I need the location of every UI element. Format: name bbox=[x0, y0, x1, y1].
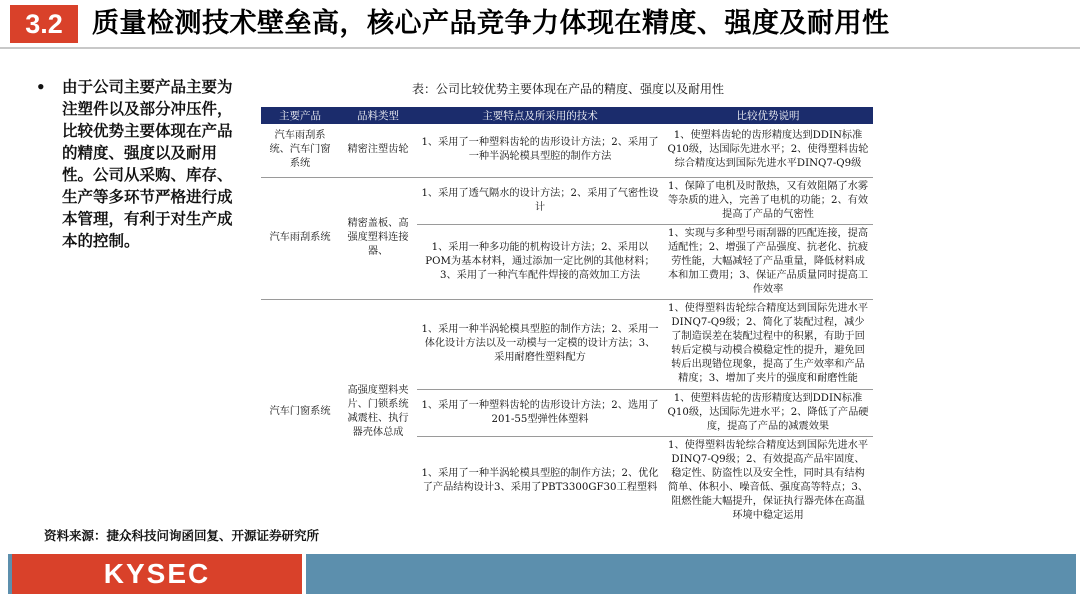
tech-cell: 1、采用一种多功能的机构设计方法；2、采用以POM为基本材料，通过添加一定比例的其他材料；3、采用了一种汽车配件焊接的高效加工方法 bbox=[417, 224, 663, 299]
header bbox=[0, 0, 1080, 50]
advantage-cell: 1、实现与多种型号雨刮器的匹配连接，提高适配性；2、增强了产品强度、抗老化、抗疲劳性能，大幅减轻了产品重量，降低材料成本和加工费用；3、保证产品质量同时提高工作效率 bbox=[663, 224, 873, 299]
advantage-cell: 1、使塑料齿轮的齿形精度达到DDIN标准Q10级，达国际先进水平；2、使得塑料齿轮综合精度达到国际先进水平DINQ7-Q9级 bbox=[663, 124, 873, 177]
kysec-logo: KYSEC bbox=[12, 554, 302, 594]
product-cell: 汽车雨刮系统 bbox=[261, 177, 339, 299]
advantage-cell: 1、使塑料齿轮的齿形精度达到DDIN标准Q10级，达国际先进水平；2、降低了产品硬度，提高了产品的减震效果 bbox=[663, 389, 873, 436]
table-header-cell: 主要产品 bbox=[261, 107, 339, 124]
advantage-cell: 1、使得塑料齿轮综合精度达到国际先进水平DINQ7-Q9级；2、有效提高产品牢固度、稳定性、防盗性以及安全性，同时具有结构简单、体积小、噪音低、强度高等特点；3、阻燃性能大幅提升，保证执行器壳体在高温环境中稳定运用 bbox=[667, 439, 869, 521]
table-header-cell: 比较优势说明 bbox=[663, 107, 873, 124]
footer-divider bbox=[302, 554, 306, 594]
material-cell: 高强度塑料夹片、门锁系统减震柱、执行器壳体总成 bbox=[347, 385, 409, 438]
table-row bbox=[261, 124, 873, 177]
material-cell: 精密注塑齿轮 bbox=[339, 124, 417, 177]
table-row bbox=[261, 177, 873, 224]
advantage-cell: 1、使得塑料齿轮综合精度达到国际先进水平DINQ7-Q9级；2、简化了装配过程，减少了制造误差在装配过程中的积累，有助于回转后定模与动模合模稳定性的提升，避免回转后出现错位现象，提高了生产效率和产品精度；3、增加了夹片的强度和耐磨性能 bbox=[663, 299, 873, 389]
tech-cell: 1、采用一种半涡轮模具型腔的制作方法；2、采用一体化设计方法以及一动模与一定模的设计方法；3、采用耐磨性塑料配方 bbox=[417, 299, 663, 389]
page-title: 质量检测技术壁垒高，核心产品竞争力体现在精度、强度及耐用性 bbox=[92, 8, 890, 39]
product-cell: 汽车门窗系统 bbox=[269, 406, 331, 417]
table-caption: 表：公司比较优势主要体现在产品的精度、强度以及耐用性 bbox=[411, 82, 724, 96]
table-row bbox=[261, 299, 873, 389]
comparison-table bbox=[261, 107, 873, 525]
table-header-cell: 品料类型 bbox=[339, 107, 417, 124]
bullet-text: 由于公司主要产品主要为注塑件以及部分冲压件，比较优势主要体现在产品的精度、强度以及耐用性。公司从采购、库存、生产等多环节严格进行成本管理，有利于对生产成本的控制。 bbox=[62, 77, 233, 250]
material-cell: 精密盖板、高强度塑料连接器、 bbox=[339, 177, 417, 299]
tech-cell: 1、采用了一种半涡轮模具型腔的制作方法；2、优化了产品结构设计3、采用了PBT3300GF30工程塑料 bbox=[421, 467, 659, 493]
advantage-cell: 1、保障了电机及时散热，又有效阻隔了水雾等杂质的进入，完善了电机的功能；2、有效提高了产品的气密性 bbox=[663, 177, 873, 224]
tech-cell: 1、采用了透气隔水的设计方法；2、采用了气密性设计 bbox=[417, 177, 663, 224]
section-number: 3.2 bbox=[10, 5, 78, 43]
table-header-cell: 主要特点及所采用的技术 bbox=[417, 107, 663, 124]
bullet-point bbox=[36, 76, 246, 252]
table-header-row bbox=[261, 107, 873, 124]
header-divider bbox=[0, 47, 1080, 49]
bullet-dot-icon: • bbox=[36, 78, 46, 96]
product-cell: 汽车雨刮系统、汽车门窗系统 bbox=[261, 124, 339, 177]
source-note: 资料来源：捷众科技问询函回复、开源证券研究所 bbox=[44, 528, 320, 543]
tech-cell: 1、采用了一种塑料齿轮的齿形设计方法；2、选用了201-55型弹性体塑料 bbox=[417, 389, 663, 436]
tech-cell: 1、采用了一种塑料齿轮的齿形设计方法；2、采用了一种半涡轮模具型腔的制作方法 bbox=[417, 124, 663, 177]
